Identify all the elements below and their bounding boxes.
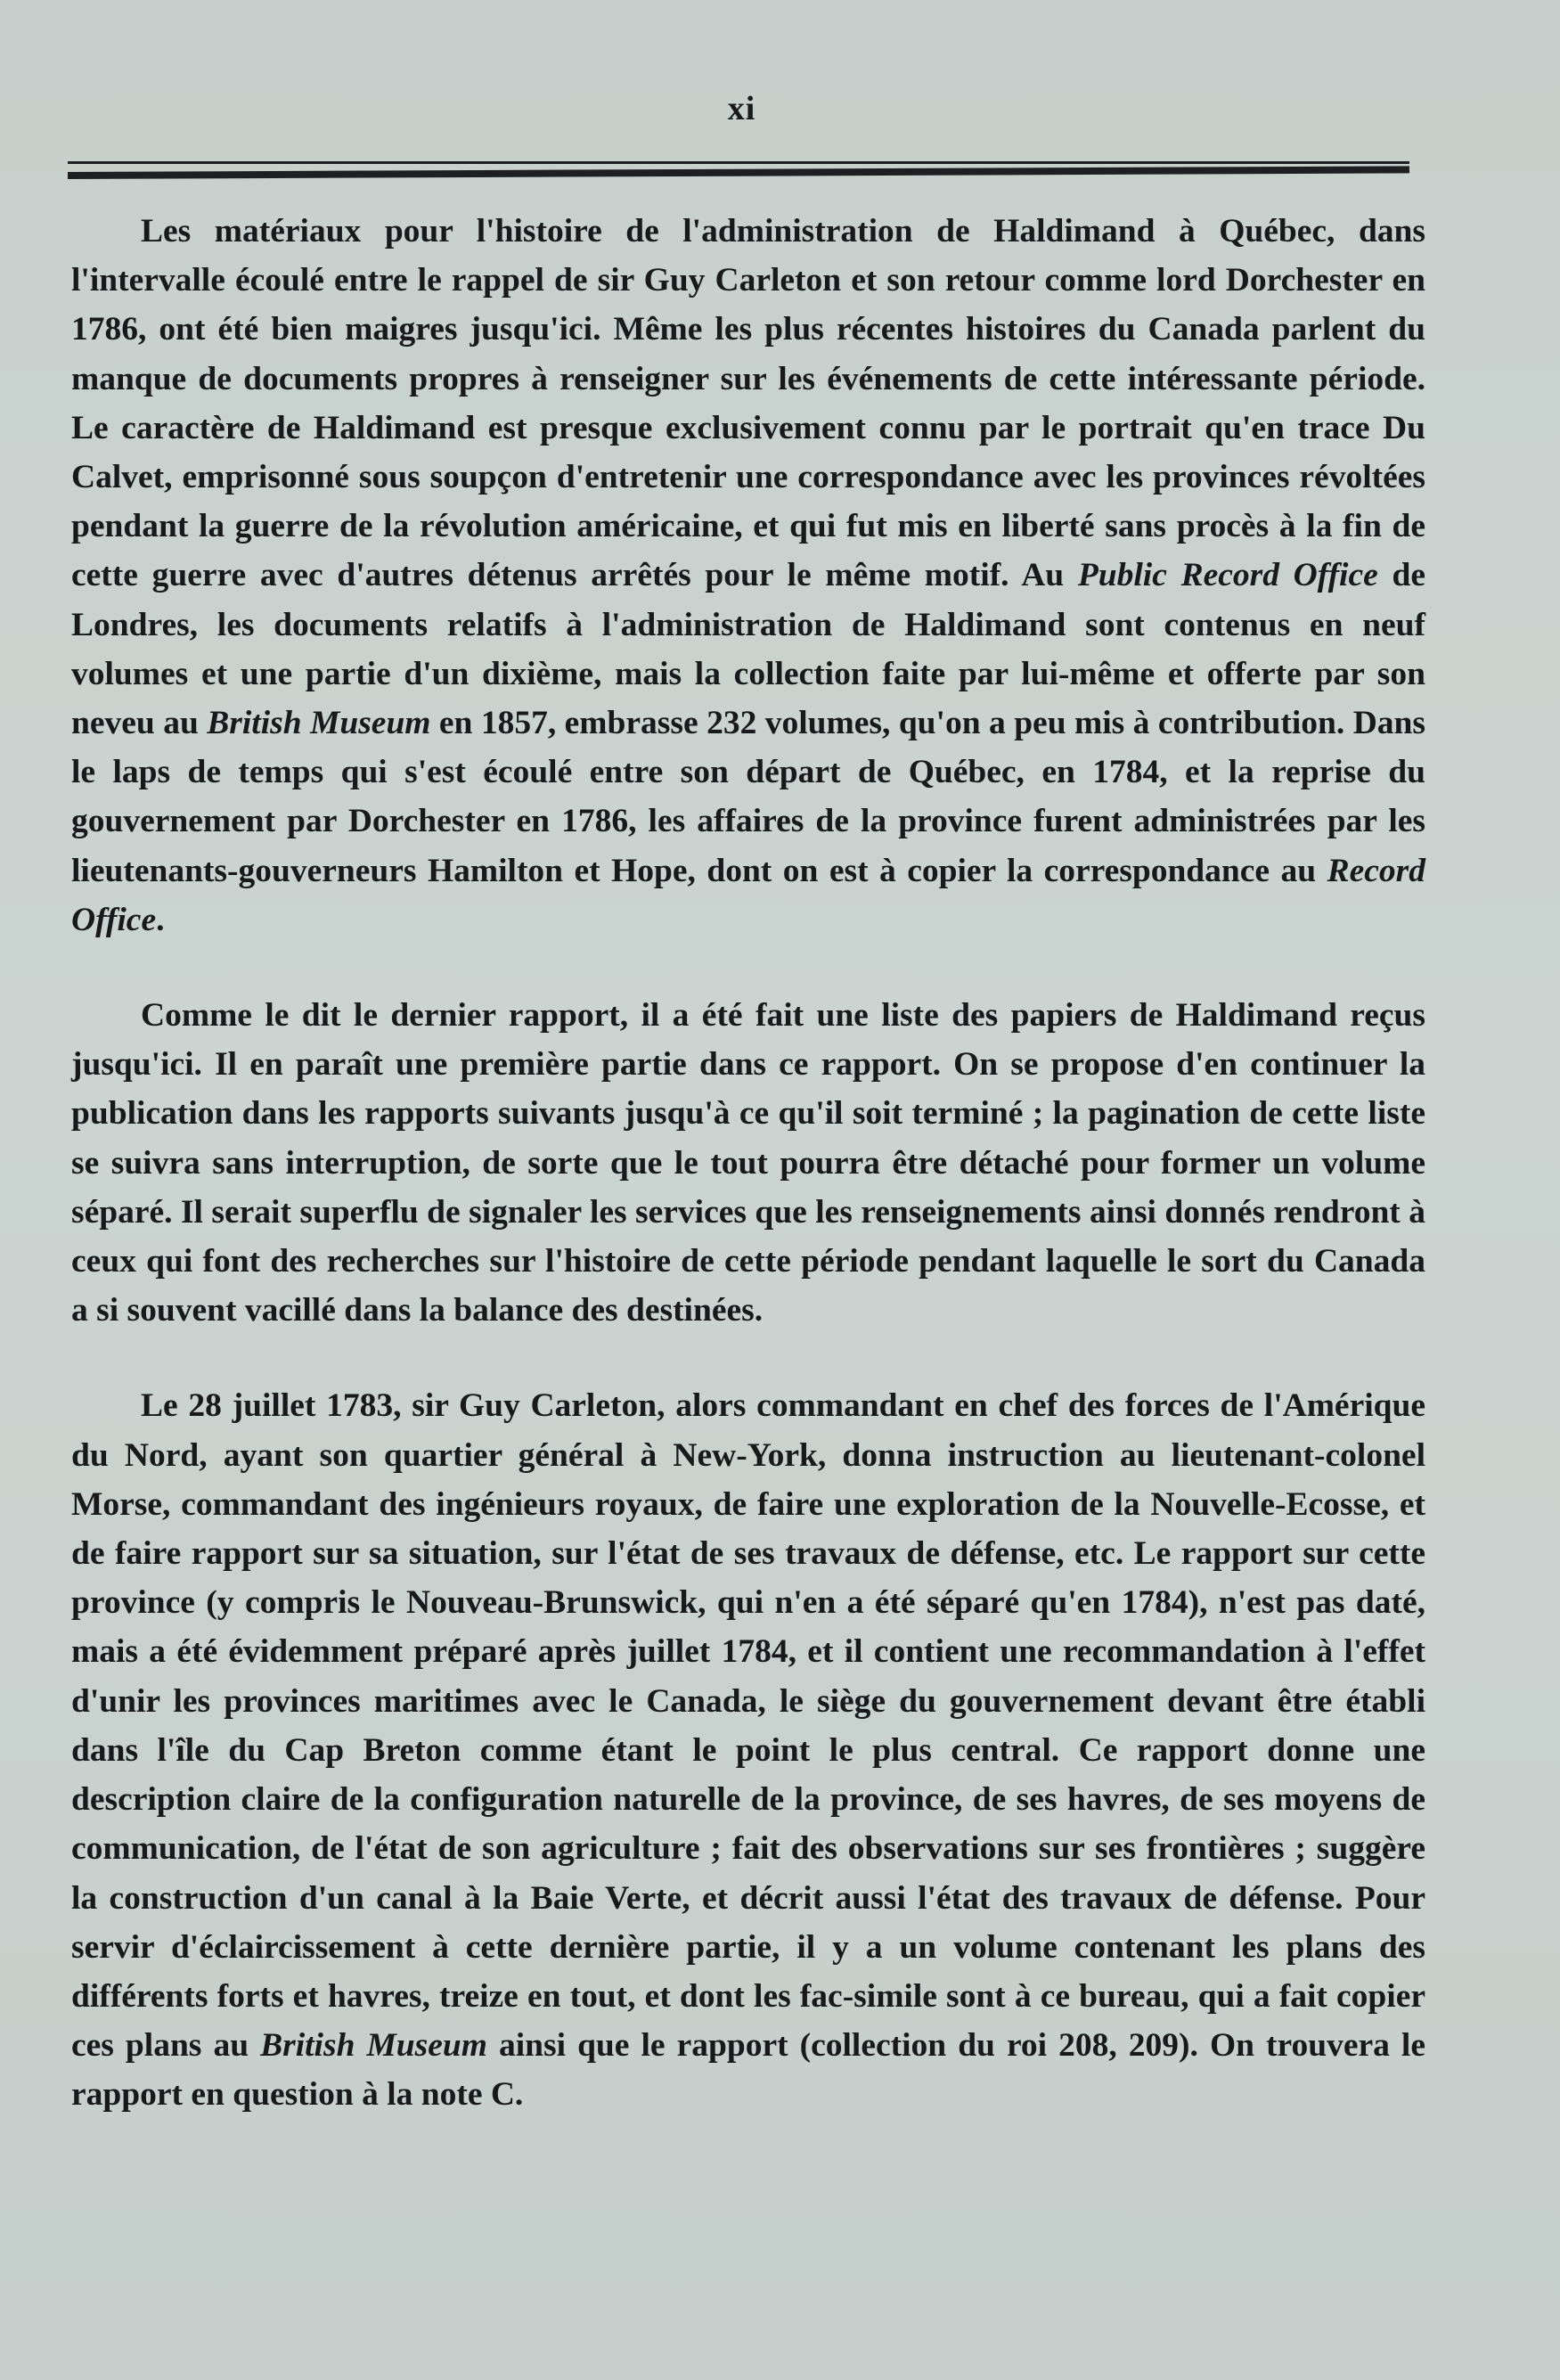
header-rule-thin: [68, 161, 1409, 164]
body-text: [71, 207, 1425, 2120]
paragraph-1: [71, 207, 1425, 945]
paragraph-2: [71, 991, 1425, 1335]
text-run: en 1857, embrasse 232 volumes, qu'on a peu mis à contribution. Dans le laps de temps qui s'est écoulé entre son départ de Québec, en 1784, et la reprise du gouvernement par Dorchester en 1786, les affaires de la province furent administrées par les lieutenants-gouverneurs Hamilton et Hope, dont on est à copier la correspondance au: [71, 705, 1425, 889]
paragraph-3: [71, 1381, 1425, 2119]
page-number: xi: [727, 90, 756, 127]
header-rule-thick: [68, 166, 1409, 179]
italic-title-public-record-office: Public Record Office: [1077, 557, 1378, 594]
text-run: Comme le dit le dernier rapport, il a été fait une liste des papiers de Haldimand reçus jusqu'ici. Il en paraît une première partie dans ce rapport. On se propose d'en continuer la publication dans les rapports suivants jusqu'à ce qu'il soit terminé ; la pagination de cette liste se suivra sans interruption, de sorte que le tout pourra être détaché pour former un volume séparé. Il serait superflu de signaler les services que les renseignements ainsi donnés rendront à ceux qui font des recherches sur l'histoire de cette période pendant laquelle le sort du Canada a si souvent vacillé dans la balance des destinées.: [71, 997, 1425, 1329]
text-run: Les matériaux pour l'histoire de l'administration de Haldimand à Québec, dans l'intervalle écoulé entre le rappel de sir Guy Carleton et son retour comme lord Dorchester en 1786, ont été bien maigres jusqu'ici. Même les plus récentes histoires du Canada parlent du manque de documents propres à renseigner sur les événements de cette intéressante période. Le caractère de Haldimand est presque exclusivement connu par le portrait qu'en trace Du Calvet, emprisonné sous soupçon d'entretenir une correspondance avec les provinces révoltées pendant la guerre de la révolution américaine, et qui fut mis en liberté sans procès à la fin de cette guerre avec d'autres détenus arrêtés pour le même motif. Au: [71, 213, 1425, 594]
text-run: ainsi que le rapport (collection du roi 208, 209). On trouvera le rapport en question à la note C.: [71, 2027, 1425, 2114]
text-run: Le 28 juillet 1783, sir Guy Carleton, alors commandant en chef des forces de l'Amérique du Nord, ayant son quartier général à New-York, donna instruction au lieutenant-colonel Morse, commandant des ingénieurs royaux, de faire une exploration de la Nouvelle-Ecosse, et de faire rapport sur sa situation, sur l'état de ses travaux de défense, etc. Le rapport sur cette province (y compris le Nouveau-Brunswick, qui n'en a été séparé qu'en 1784), n'est pas daté, mais a été évidemment préparé après juillet 1784, et il contient une recommandation à l'effet d'unir les provinces maritimes avec le Canada, le siège du gouvernement devant être établi dans l'île du Cap Breton comme étant le point le plus central. Ce rapport donne une description claire de la configuration naturelle de la province, de ses havres, de ses moyens de communication, de l'état de son agriculture ; fait des observations sur ses frontières ; suggère la construction d'un canal à la Baie Verte, et décrit aussi l'état des travaux de défense. Pour servir d'éclaircissement à cette dernière partie, il y a un volume contenant les plans des différents forts et havres, treize en tout, et dont les fac-simile sont à ce bureau, qui a fait copier ces plans au: [71, 1387, 1425, 2065]
italic-title-british-museum: British Museum: [207, 705, 431, 742]
italic-title-british-museum: British Museum: [260, 2027, 487, 2065]
italic-title-record-office: Record Office: [71, 852, 1425, 938]
text-run: .: [156, 901, 165, 938]
text-run: de Londres, les documents relatifs à l'administration de Haldimand sont contenus en neuf volumes et une partie d'un dixième, mais la collection faite par lui-même et offerte par son neveu au: [71, 557, 1425, 742]
